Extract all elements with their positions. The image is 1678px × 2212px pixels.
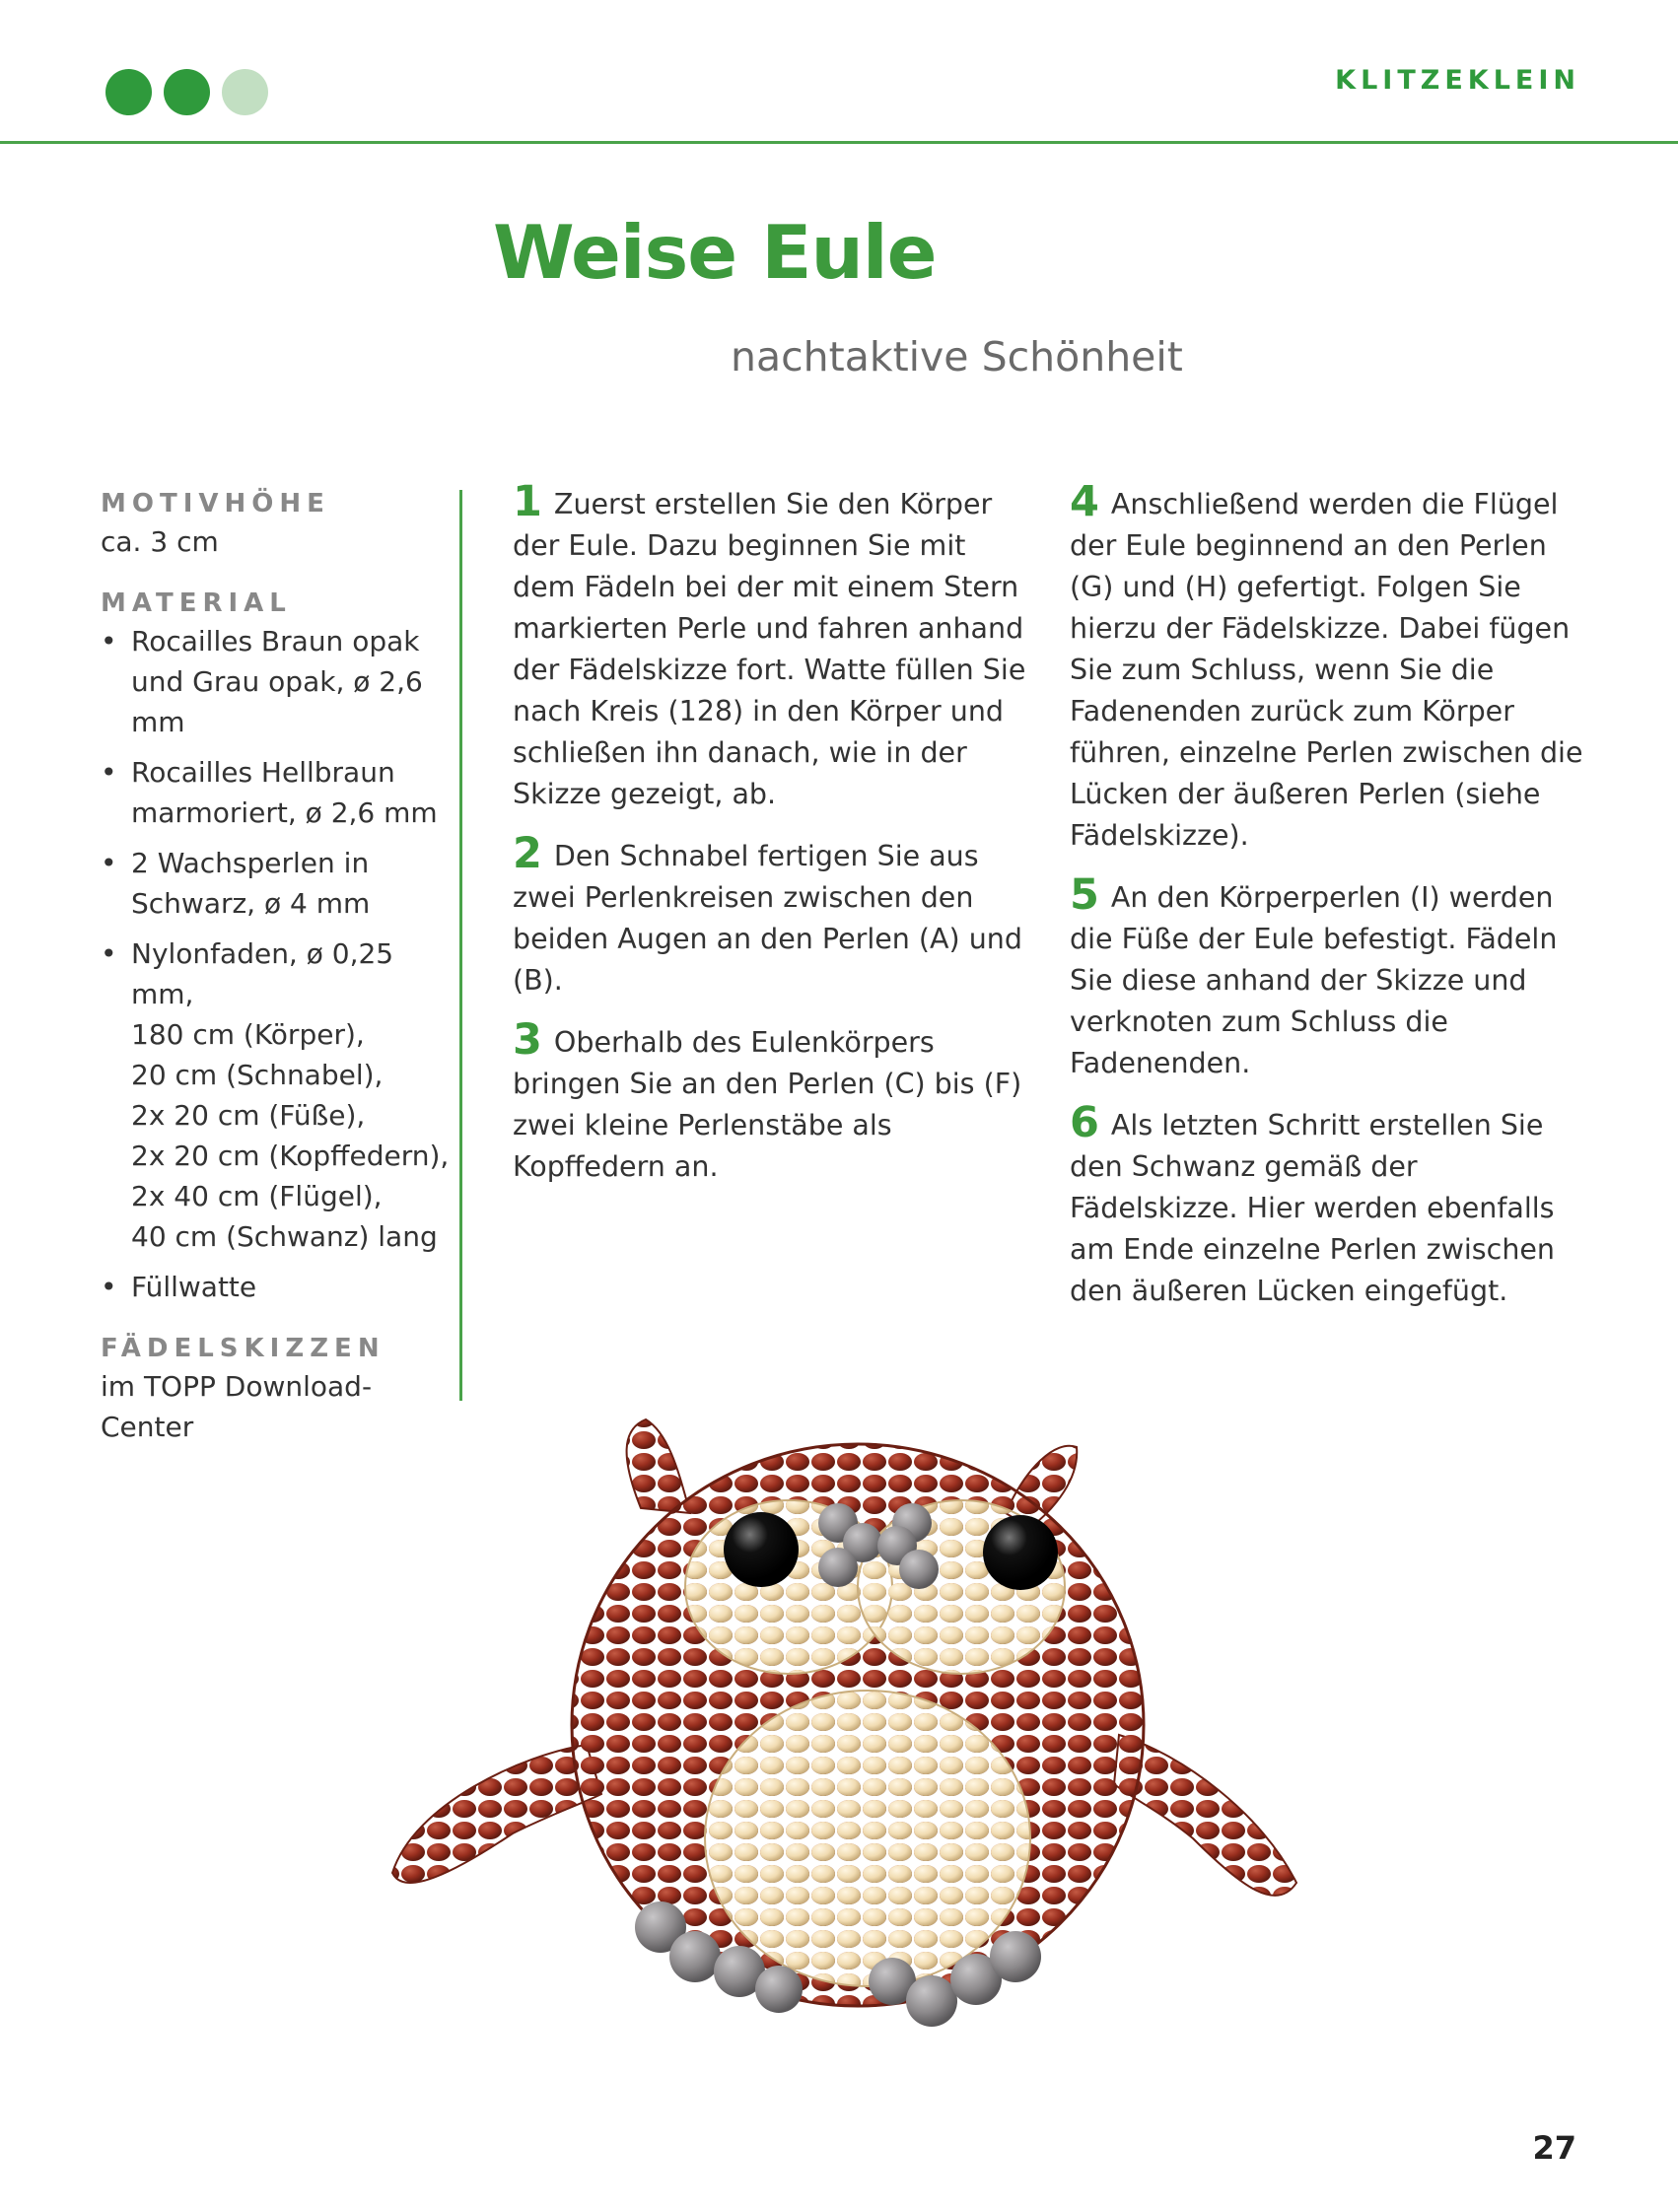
material-item-line: • Füllwatte <box>131 1271 257 1303</box>
page-title: Weise Eule <box>493 209 937 296</box>
material-item-line: marmoriert, ø 2,6 mm <box>131 796 438 829</box>
material-item-line: 20 cm (Schnabel), <box>131 1059 384 1091</box>
step-number: 2 <box>513 829 542 878</box>
material-item-line: 180 cm (Körper), <box>131 1018 365 1051</box>
material-item <box>101 752 455 833</box>
instructions-column-1 <box>513 477 1030 1206</box>
skizzen-value: im TOPP Download-Center <box>101 1370 373 1443</box>
step-text: Oberhalb des Eulenkörpers bringen Sie an den Perlen (C) bis (F) zwei kleine Perlenstäbe als Kopffedern an. <box>513 1026 1022 1183</box>
step-number: 3 <box>513 1015 542 1065</box>
step-text: Anschließend werden die Flügel der Eule beginnend an den Perlen (G) und (H) gefertigt. Folgen Sie hierzu der Fädelskizze. Dabei fügen Sie zum Schluss, wenn Sie die Fadenenden zurück zum Körper führen, einzelne Perlen zwischen die Lücken der äußeren Perlen (siehe Fädelskizze). <box>1070 488 1583 852</box>
page-subtitle: nachtaktive Schönheit <box>731 333 1183 380</box>
skizzen-label: FÄDELSKIZZEN <box>101 1334 385 1363</box>
material-block <box>101 586 455 1307</box>
material-item-line: • Rocailles Braun opak <box>131 625 420 657</box>
step-text: Den Schnabel fertigen Sie aus zwei Perlenkreisen zwischen den beiden Augen an den Perlen (A) und (B). <box>513 840 1022 997</box>
step-3 <box>513 1015 1030 1188</box>
material-item <box>101 843 455 924</box>
material-list <box>101 621 455 1307</box>
page-number: 27 <box>1532 2129 1576 2167</box>
material-label: MATERIAL <box>101 588 292 618</box>
step-number: 4 <box>1070 477 1099 526</box>
material-item <box>101 621 455 742</box>
motiv-block <box>101 486 455 562</box>
material-item-line: 40 cm (Schwanz) lang <box>131 1220 438 1253</box>
dot-dark-1 <box>105 69 152 115</box>
material-item-line: • Nylonfaden, ø 0,25 mm, <box>131 937 394 1010</box>
step-number: 5 <box>1070 870 1099 920</box>
instructions-column-2 <box>1070 477 1592 1330</box>
sidebar-divider <box>459 490 462 1401</box>
material-item-line: • 2 Wachsperlen in <box>131 847 370 879</box>
step-6 <box>1070 1098 1592 1312</box>
motiv-value: ca. 3 cm <box>101 525 219 558</box>
owl-photo <box>375 1321 1351 2050</box>
step-text: An den Körperperlen (I) werden die Füße der Eule befestigt. Fädeln Sie diese anhand der Skizze und verknoten zum Schluss die Fadenenden. <box>1070 881 1558 1079</box>
material-item <box>101 1267 455 1307</box>
step-5 <box>1070 870 1592 1084</box>
material-item <box>101 933 455 1257</box>
material-item-line: 2x 40 cm (Flügel), <box>131 1180 383 1212</box>
material-item-line: 2x 20 cm (Kopffedern), <box>131 1140 450 1172</box>
step-number: 1 <box>513 477 542 526</box>
step-4 <box>1070 477 1592 857</box>
header-dots <box>105 69 268 115</box>
material-item-line: 2x 20 cm (Füße), <box>131 1099 366 1132</box>
step-text: Als letzten Schritt erstellen Sie den Schwanz gemäß der Fädelskizze. Hier werden ebenfalls am Ende einzelne Perlen zwischen den äußeren Lücken eingefügt. <box>1070 1109 1555 1307</box>
dot-light <box>222 69 268 115</box>
material-item-line: Schwarz, ø 4 mm <box>131 887 371 920</box>
header-rule <box>0 141 1678 144</box>
dot-dark-2 <box>164 69 210 115</box>
material-item-line: und Grau opak, ø 2,6 mm <box>131 665 423 738</box>
motiv-label: MOTIVHÖHE <box>101 489 330 518</box>
material-item-line: • Rocailles Hellbraun <box>131 756 395 789</box>
step-number: 6 <box>1070 1098 1099 1147</box>
section-label: KLITZEKLEIN <box>1335 65 1580 96</box>
step-2 <box>513 829 1030 1002</box>
step-1 <box>513 477 1030 815</box>
step-text: Zuerst erstellen Sie den Körper der Eule. Dazu beginnen Sie mit dem Fädeln bei der mit einem Stern markierten Perle und fahren anhand der Fädelskizze fort. Watte füllen Sie nach Kreis (128) in den Körper und schließen ihn danach, wie in der Skizze gezeigt, ab. <box>513 488 1026 810</box>
